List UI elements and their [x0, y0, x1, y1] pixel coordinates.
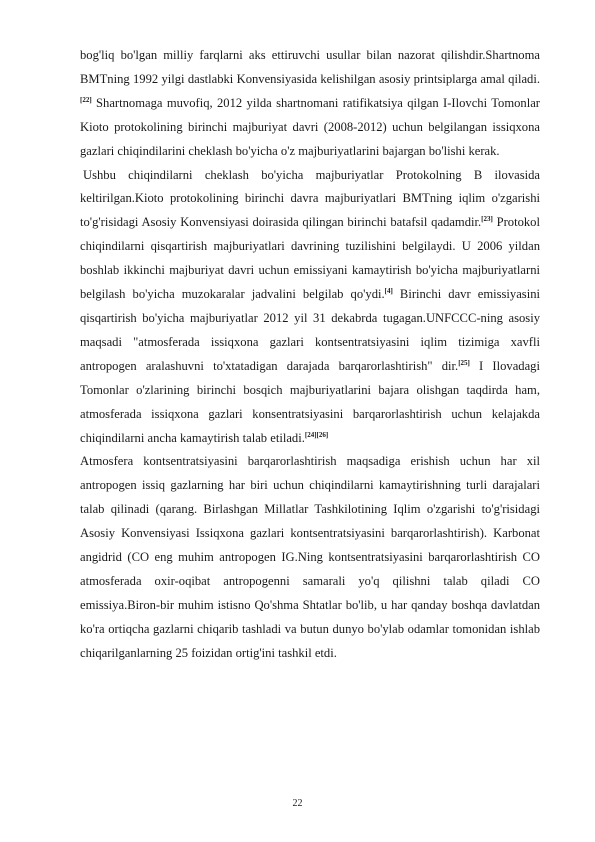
- paragraph-3-text-a: Atmosfera kontsentratsiyasini barqarorlashtirish maqsadiga erishish uchun har xil antropogen issiq gazlarning har biri uchun chiqindilarni kamaytirishning turli darajalari talab qilinadi (qarang. Birlashgan Millatlar Tashkilotining Iqlim o'zgarishi to'g'risidagi Asosiy Konvensiyasi Issiqxona gazlari kontsentratsiyasini barqarorlashtirish). Karbonat angidrid (CO eng muhim antropogen IG.Ning kontsentratsiyasini barqarorlashtirish CO atmosferada oxir-oqibat antropogenni samarali yo'q qilishni talab qiladi CO emissiya.Biron-bir muhim istisno Qo'shma Shtatlar bo'lib, u har qanday boshqa davlatdan ko'ra ortiqcha gazlarni chiqarib tashladi va butun dunyo bo'ylab odamlar tomonidan ishlab chiqarilganlarning 25 foizidan ortig'ini tashkil etdi.: [80, 454, 540, 660]
- paragraph-1-text-a: bog'liq bo'lgan milliy farqlarni aks ettiruvchi usullar bilan nazorat qilishdir.Shartnoma BMTning 1992 yilgi dastlabki Konvensiyasida kelishilgan asosiy printsiplarga amal qiladi.: [80, 48, 540, 86]
- paragraph-2-text-a: Ushbu chiqindilarni cheklash bo'yicha majburiyatlar Protokolning B ilovasida keltirilgan.Kioto protokolining birinchi davra majburiyatlari BMTning iqlim o'zgarishi to'g'risidagi Asosiy Konvensiyasi doirasida qilingan birinchi batafsil qadamdir.: [80, 167, 540, 230]
- paragraph-2-text-b: Protokol chiqindilarni qisqartirish majburiyatlari davrining tuzilishini belgilaydi. U 2006 yildan boshlab ikkinchi majburiyat davri uchun emissiyani kamaytirish bo'yicha majburiyatlarni belgilash bo'yicha muzokaralar jadvalini belgilab qo'ydi.: [80, 215, 540, 302]
- citation-24-26[interactable]: [24][26]: [304, 430, 329, 439]
- citation-25[interactable]: [25]: [458, 358, 470, 367]
- paragraph-1-text-b: Shartnomaga muvofiq, 2012 yilda shartnomani ratifikatsiya qilgan I-Ilovchi Tomonlar Kioto protokolining birinchi majburiyat davri (2008-2012) uchun belgilangan issiqxona gazlari chiqindilarini cheklash bo'yicha o'z majburiyatlarini bajargan bo'lishi kerak.: [80, 95, 540, 158]
- page-number: 22: [292, 798, 303, 809]
- citation-4[interactable]: [4]: [384, 286, 393, 295]
- paragraph-3: [80, 450, 540, 665]
- document-body: [80, 44, 540, 666]
- citation-23[interactable]: [23]: [481, 215, 493, 224]
- paragraph-1: [80, 44, 540, 164]
- paragraph-2-text-d: I Ilovadagi Tomonlar o'zlarining birinchi bosqich majburiyatlarini bajara olishgan taqdirda ham, atmosferada issiqxona gazlari konsentratsiyasini barqarorlashtirish uchun kelajakda chiqindilarni ancha kamaytirish talab etiladi.: [80, 358, 540, 445]
- citation-22[interactable]: [22]: [80, 95, 92, 104]
- paragraph-2-text-c: Birinchi davr emissiyasini qisqartirish bo'yicha majburiyatlar 2012 yil 31 dekabrda tugagan.UNFCCC-ning asosiy maqsadi "atmosferada issiqxona gazlari kontsentratsiyasini iqlim tizimiga xavfli antropogen aralashuvni to'xtatadigan darajada barqarorlashtirish" dir.: [80, 287, 540, 373]
- paragraph-2: [80, 164, 540, 451]
